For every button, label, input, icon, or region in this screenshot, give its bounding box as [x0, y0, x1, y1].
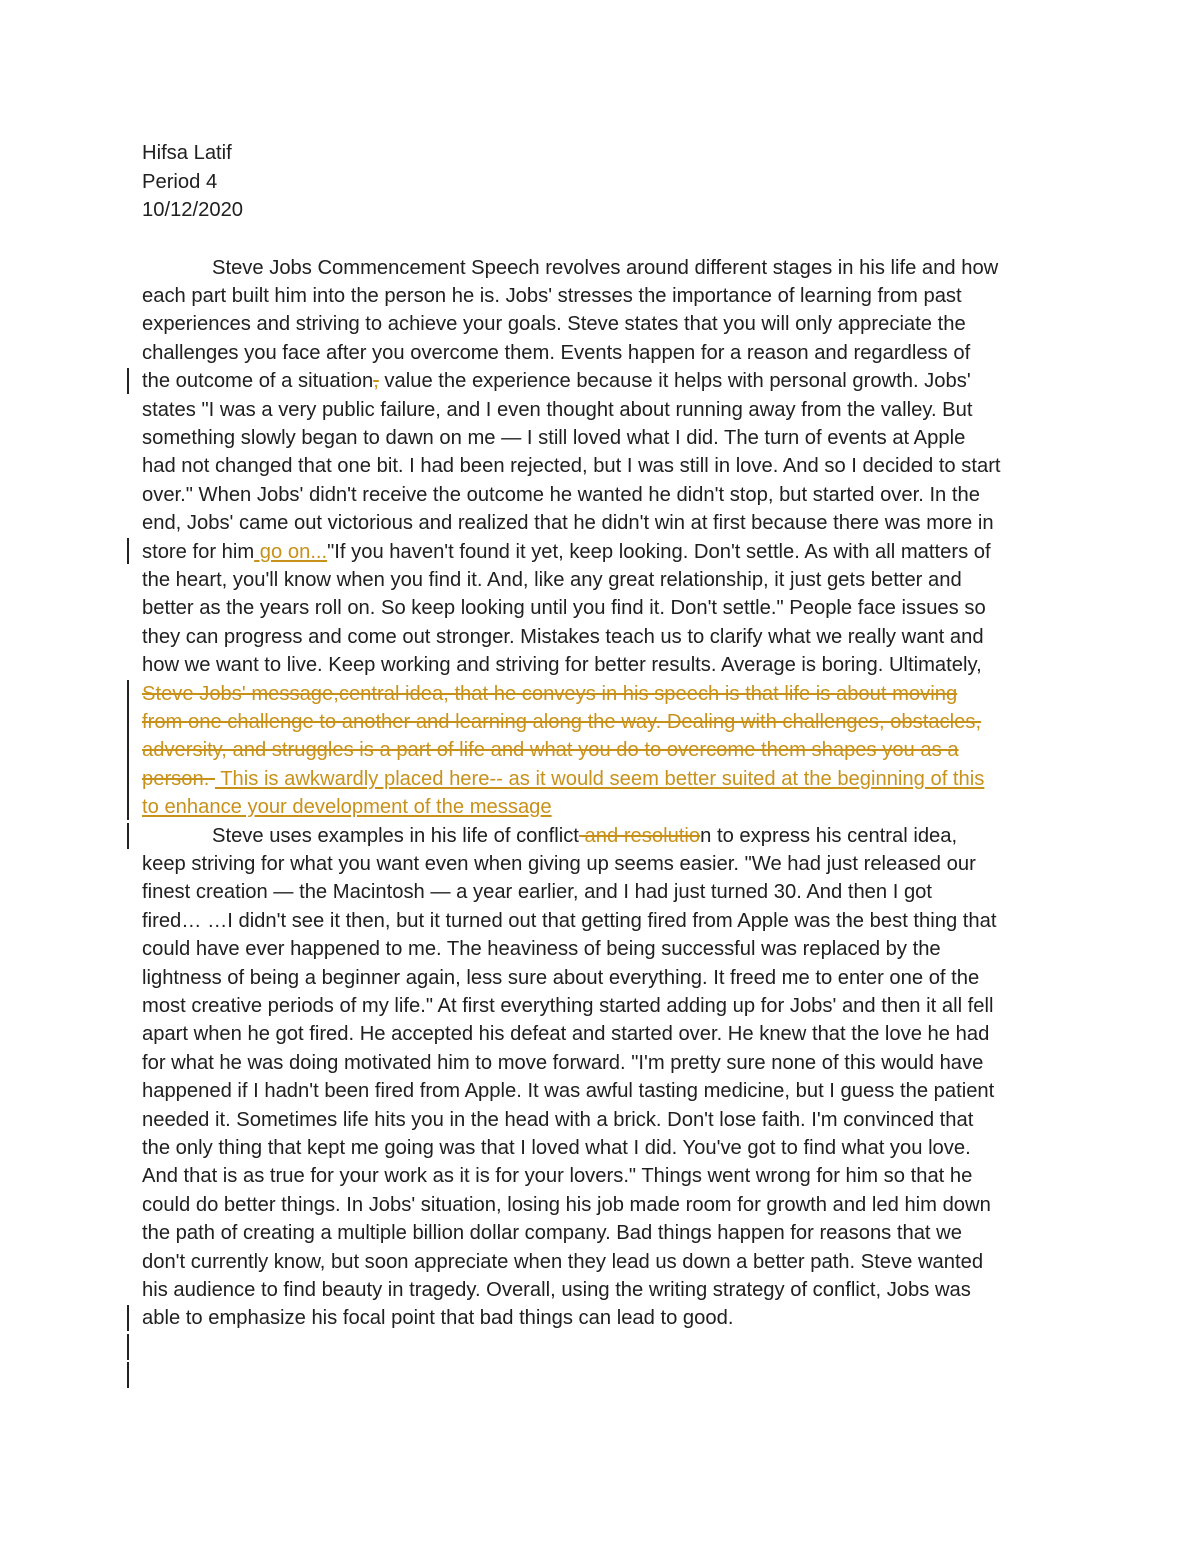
- suggested-deletion[interactable]: person.: [142, 768, 215, 790]
- paragraph-line: experiences and striving to achieve your goals. Steve states that you will only appreciate the: [142, 313, 966, 335]
- paragraph-line: lightness of being a beginner again, less sure about everything. It freed me to enter one of the: [142, 967, 980, 989]
- suggested-insertion[interactable]: This is awkwardly placed here-- as it would seem better suited at the beginning of this: [214, 768, 985, 790]
- paragraph-line: fired… …I didn't see it then, but it turned out that getting fired from Apple was the best thing that: [142, 910, 997, 932]
- change-bar[interactable]: [127, 538, 129, 564]
- change-bar[interactable]: [127, 1305, 129, 1331]
- paragraph-line: they can progress and come out stronger. Mistakes teach us to clarify what we really want and: [142, 626, 984, 648]
- text-run: value the experience because it helps with personal growth. Jobs': [378, 370, 971, 392]
- paragraph-line: Steve Jobs Commencement Speech revolves around different stages in his life and how: [212, 257, 999, 279]
- text-run: store for him: [142, 541, 255, 563]
- paragraph-line: needed it. Sometimes life hits you in the head with a brick. Don't lose faith. I'm convinced that: [142, 1109, 974, 1131]
- paragraph-line: most creative periods of my life." At first everything started adding up for Jobs' and then it all fell: [142, 995, 994, 1017]
- paragraph-line: end, Jobs' came out victorious and realized that he didn't win at first because there was more in: [142, 512, 994, 534]
- paragraph-line: happened if I hadn't been fired from Apple. It was awful tasting medicine, but I guess the patient: [142, 1080, 995, 1102]
- paragraph-line: finest creation — the Macintosh — a year earlier, and I had just turned 30. And then I got: [142, 881, 933, 903]
- paragraph-line: something slowly began to dawn on me — I still loved what I did. The turn of events at Apple: [142, 427, 966, 449]
- paragraph-line: how we want to live. Keep working and striving for better results. Average is boring. Ultimately,: [142, 654, 982, 676]
- paragraph-line: [142, 765, 984, 793]
- change-bar[interactable]: [127, 1334, 129, 1360]
- change-bar[interactable]: [127, 823, 129, 849]
- text-run: n to express his central idea,: [700, 825, 958, 847]
- suggested-deletion[interactable]: from one challenge to another and learning along the way. Dealing with challenges, obstacles,: [142, 711, 982, 733]
- paragraph-line: over." When Jobs' didn't receive the outcome he wanted he didn't stop, but started over. In the: [142, 484, 980, 506]
- text-run: Steve uses examples in his life of conflict: [212, 825, 579, 847]
- change-bar[interactable]: [127, 680, 129, 820]
- suggested-deletion[interactable]: Steve Jobs' message,central idea, that he conveys in his speech is that life is about moving: [142, 683, 958, 705]
- suggested-insertion[interactable]: go on...: [254, 541, 328, 563]
- paragraph-line: his audience to find beauty in tragedy. Overall, using the writing strategy of conflict, Jobs was: [142, 1279, 971, 1301]
- paragraph-line: [142, 538, 991, 566]
- paragraph-line: better as the years roll on. So keep looking until you find it. Don't settle." People face issues so: [142, 597, 986, 619]
- author-name: Hifsa Latif: [142, 142, 232, 164]
- paragraph-line: [212, 822, 957, 850]
- suggested-deletion[interactable]: and resolutio: [578, 825, 701, 847]
- paragraph-line: the heart, you'll know when you find it. And, like any great relationship, it just gets better and: [142, 569, 962, 591]
- document-date: 10/12/2020: [142, 199, 244, 221]
- paragraph-line: [142, 367, 971, 395]
- paragraph-line: keep striving for what you want even when giving up seems easier. "We had just released our: [142, 853, 976, 875]
- paragraph-line: challenges you face after you overcome them. Events happen for a reason and regardless of: [142, 342, 971, 364]
- paragraph-line: the path of creating a multiple billion dollar company. Bad things happen for reasons that we: [142, 1222, 962, 1244]
- paragraph-line: don't currently know, but soon appreciate when they lead us down a better path. Steve wanted: [142, 1251, 984, 1273]
- change-bar[interactable]: [127, 368, 129, 394]
- paragraph-line: the only thing that kept me going was that I loved what I did. You've got to find what you love.: [142, 1137, 971, 1159]
- paragraph-line: apart when he got fired. He accepted his defeat and started over. He knew that the love he had: [142, 1023, 990, 1045]
- suggested-deletion[interactable]: ,: [373, 370, 379, 392]
- paragraph-line: had not changed that one bit. I had been rejected, but I was still in love. And so I decided to start: [142, 455, 1001, 477]
- paragraph-line: able to emphasize his focal point that bad things can lead to good.: [142, 1307, 734, 1329]
- text-run: the outcome of a situation: [142, 370, 374, 392]
- text-run: "If you haven't found it yet, keep looking. Don't settle. As with all matters of: [327, 541, 991, 563]
- paragraph-line: each part built him into the person he is. Jobs' stresses the importance of learning from past: [142, 285, 962, 307]
- suggested-deletion[interactable]: adversity, and struggles is a part of life and what you do to overcome them shapes you as a: [142, 739, 959, 761]
- suggested-insertion[interactable]: to enhance your development of the message: [142, 796, 552, 818]
- paragraph-line: could have ever happened to me. The heaviness of being successful was replaced by the: [142, 938, 941, 960]
- class-period: Period 4: [142, 171, 218, 193]
- paragraph-line: And that is as true for your work as it is for your lovers." Things went wrong for him so that he: [142, 1165, 973, 1187]
- change-bar[interactable]: [127, 1362, 129, 1388]
- paragraph-line: states "I was a very public failure, and I even thought about running away from the valley. But: [142, 399, 973, 421]
- paragraph-line: could do better things. In Jobs' situation, losing his job made room for growth and led him down: [142, 1194, 991, 1216]
- paragraph-line: for what he was doing motivated him to move forward. "I'm pretty sure none of this would have: [142, 1052, 984, 1074]
